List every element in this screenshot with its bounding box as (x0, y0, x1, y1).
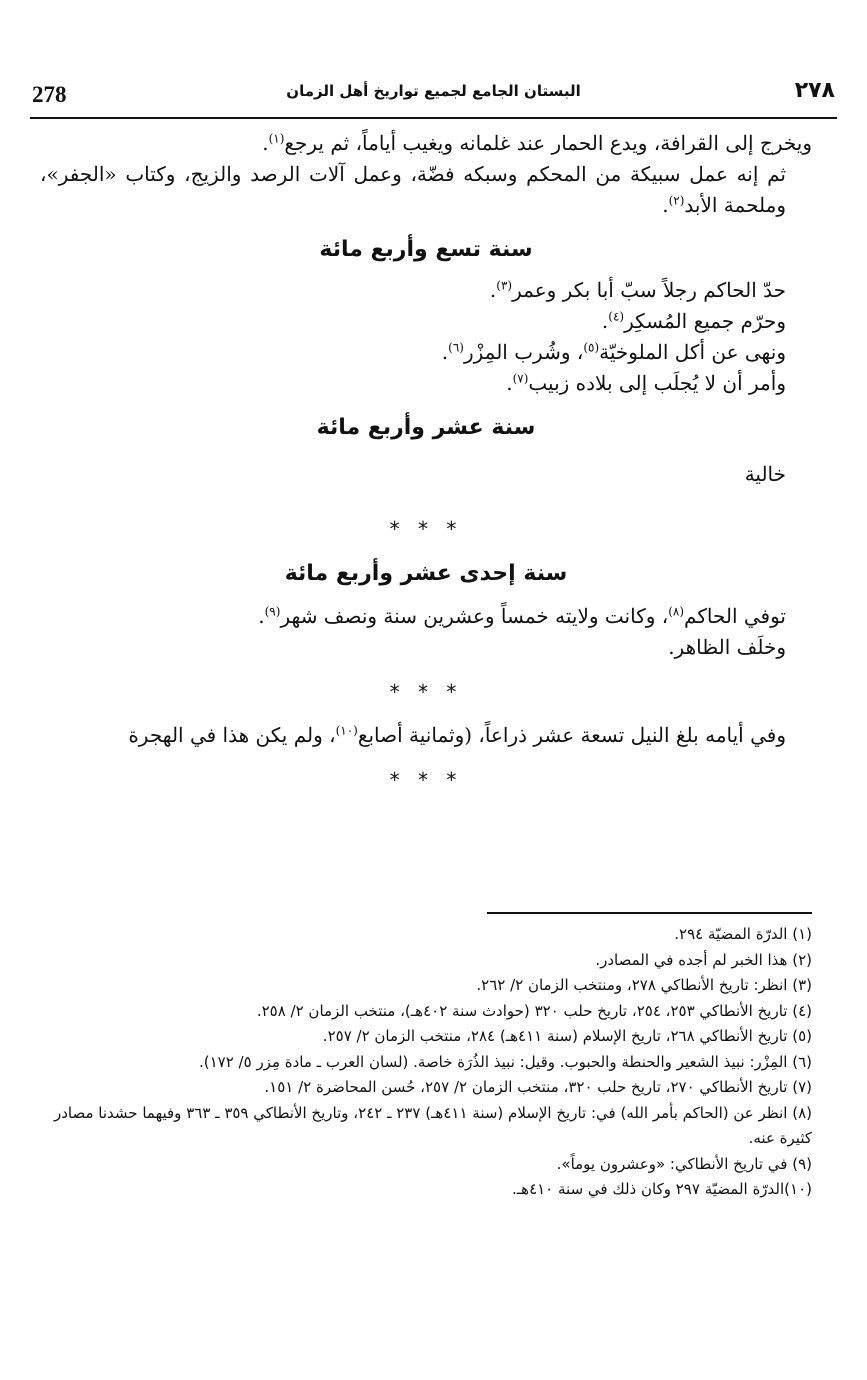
paragraph-tail: . (258, 604, 265, 629)
header-rule (30, 117, 837, 119)
footnote-ref: (٨) (668, 604, 685, 619)
footnote-ref: (٥) (583, 340, 600, 355)
running-header (32, 76, 835, 112)
section-heading-409: سنة تسع وأربع مائة (319, 237, 533, 262)
footnote-ref: (٩) (264, 604, 281, 619)
entry-tail: . (601, 309, 609, 334)
footnote: (٢) هذا الخبر لم أجده في المصادر. (595, 950, 812, 969)
paragraph-tail: ، ولم يكن هذا في الهجرة (128, 723, 336, 748)
entry-text: ونهى عن أكل الملوخيّة (599, 340, 786, 365)
entry-tail: . (441, 340, 449, 365)
footnote-ref: (٦) (448, 340, 464, 355)
paragraph-tail: . (662, 193, 669, 217)
entry-line (40, 337, 812, 368)
running-title: البستان الجامع لجميع تواريخ أهل الزمان (286, 82, 581, 100)
section-heading-411: سنة إحدى عشر وأربع مائة (284, 561, 568, 587)
footnote-ref: (٣) (496, 278, 513, 293)
paragraph-text: ثم إنه عمل سبيكة من المحكم وسبكه فضّة، وعمل آلات الرصد والزيج، وكتاب «الجفر»، وملحمة الأبد (40, 162, 786, 217)
section-divider-stars: * * * (389, 680, 463, 705)
paragraph-tail: . (262, 131, 269, 155)
footnote: (٩) في تاريخ الأنطاكي: «وعشرون يوماً». (556, 1154, 812, 1173)
section-divider-stars: * * * (389, 768, 463, 793)
footnote: (٧) تاريخ الأنطاكي ٢٧٠، تاريخ حلب ٣٢٠، منتخب الزمان ٢/ ٢٥٧، حُسن المحاضرة ٢/ ١٥١. (264, 1078, 812, 1096)
paragraph-3 (40, 601, 812, 632)
entry-tail: . (506, 371, 513, 396)
entry-tail: . (489, 278, 497, 303)
paragraph-4: وخلَف الظاهر. (668, 635, 786, 660)
entry-text: وحرّم جميع المُسكِر (624, 309, 786, 334)
entry-text: ، وشُرب المِزْر (463, 340, 584, 365)
footnote: (١) الدرّة المضيّة ٢٩٤. (674, 925, 812, 943)
footnote-ref: (٤) (608, 309, 625, 324)
paragraph-text: توفي الحاكم (684, 604, 786, 629)
footnote-ref: (١٠) (335, 723, 358, 738)
footnote-ref: (١) (268, 131, 285, 146)
section-divider-stars: * * * (389, 517, 463, 542)
footnote: (٣) انظر: تاريخ الأنطاكي ٢٧٨، ومنتخب الزمان ٢/ ٢٦٢. (476, 976, 812, 994)
paragraph-2 (40, 159, 812, 221)
page-number-latin: 278 (32, 82, 67, 107)
paragraph-5 (40, 720, 812, 751)
entry-line (40, 368, 812, 399)
footnote: (٥) تاريخ الأنطاكي ٢٦٨، تاريخ الإسلام (سنة ٤١١هـ) ٢٨٤، منتخب الزمان ٢/ ٢٥٧. (322, 1027, 812, 1045)
paragraph-text: وفي أيامه بلغ النيل تسعة عشر ذراعاً، (وثمانية أصابع (357, 723, 786, 748)
khaliya-note: خالية (744, 462, 786, 487)
paragraph-text: ، وكانت ولايته خمساً وعشرين سنة ونصف شهر (280, 604, 669, 629)
paragraph-1 (40, 128, 812, 159)
section-heading-410: سنة عشر وأربع مائة (316, 415, 536, 441)
entry-line (40, 275, 812, 306)
footnote-ref: (٢) (668, 193, 685, 208)
footnote: (٨) انظر عن (الحاكم بأمر الله) في: تاريخ الإسلام (سنة ٤١١هـ) ٢٣٧ ـ ٢٤٢، وتاريخ الأنطاكي ٣٥٩ ـ ٣٦٣ وفيهما حشدنا مصادر كثيرة عنه. (53, 1103, 812, 1147)
footnote: (١٠)الدرّة المضيّة ٢٩٧ وكان ذلك في سنة ٤١٠هـ. (511, 1180, 812, 1198)
main-text (40, 128, 812, 808)
footnote: (٤) تاريخ الأنطاكي ٢٥٣، ٢٥٤، تاريخ حلب ٣٢٠ (حوادث سنة ٤٠٢هـ)، منتخب الزمان ٢/ ٢٥٨. (256, 1001, 812, 1020)
footnote-ref: (٧) (512, 371, 529, 386)
footnote: (٦) المِزْر: نبيذ الشعير والحنطة والحبوب. وقيل: نبيذ الذُرَة خاصة. (لسان العرب ـ مادة مِزر ٥/ ١٧٢). (198, 1052, 812, 1071)
footnote-rule (487, 912, 812, 914)
entry-text: وأمر أن لا يُجلَب إلى بلاده زبيب (528, 371, 786, 396)
page-number-arabic: ٢٧٨ (794, 78, 835, 103)
footnotes (35, 922, 812, 1203)
entry-line (40, 306, 812, 337)
paragraph-text: ويخرج إلى القرافة، ويدع الحمار عند غلمانه ويغيب أياماً، ثم يرجع (284, 131, 812, 155)
entry-text: حدّ الحاكم رجلاً سبّ أبا بكر وعمر (512, 278, 786, 303)
